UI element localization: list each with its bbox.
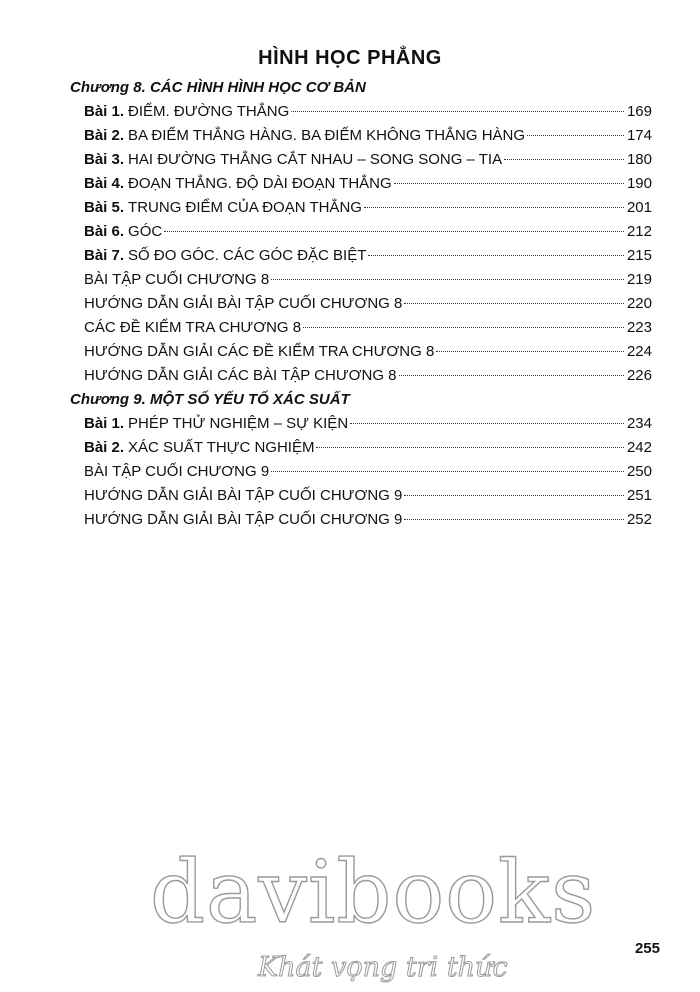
dot-leader: [404, 519, 624, 520]
entry-page-number: 223: [626, 319, 652, 336]
lesson-label: Bài 1.: [84, 415, 125, 432]
entry-page-number: 224: [626, 343, 652, 360]
entry-title: GÓC: [128, 223, 163, 240]
entry-page-number: 219: [626, 271, 652, 288]
toc-entry: [70, 292, 652, 316]
dot-leader: [404, 495, 624, 496]
entry-title: SỐ ĐO GÓC. CÁC GÓC ĐẶC BIỆT: [128, 247, 367, 264]
page-title: HÌNH HỌC PHẲNG: [258, 47, 442, 69]
toc-entry: [70, 460, 652, 484]
chapter-heading: Chương 9. MỘT SỐ YẾU TỐ XÁC SUẤT: [70, 391, 350, 408]
dot-leader: [291, 111, 624, 112]
lesson-label: Bài 4.: [84, 175, 125, 192]
toc-entry: [70, 196, 652, 220]
dot-leader: [350, 423, 624, 424]
toc-entry: [70, 172, 652, 196]
dot-leader: [316, 447, 624, 448]
entry-title: ĐOẠN THẲNG. ĐỘ DÀI ĐOẠN THẲNG: [128, 175, 392, 192]
toc-entry: [70, 340, 652, 364]
entry-title: HAI ĐƯỜNG THẲNG CẮT NHAU – SONG SONG – TIA: [128, 151, 503, 168]
toc-entry: [70, 124, 652, 148]
table-of-contents: [70, 76, 652, 532]
entry-title: CÁC ĐỀ KIỂM TRA CHƯƠNG 8: [84, 319, 302, 336]
watermark-slogan: Khát vọng tri thức: [258, 952, 508, 983]
lesson-label: Bài 7.: [84, 247, 125, 264]
entry-page-number: 201: [626, 199, 652, 216]
entry-title: ĐIỂM. ĐƯỜNG THẲNG: [128, 103, 290, 120]
entry-title: HƯỚNG DẪN GIẢI CÁC ĐỀ KIỂM TRA CHƯƠNG 8: [84, 343, 435, 360]
lesson-label: Bài 3.: [84, 151, 125, 168]
toc-entry: [70, 412, 652, 436]
entry-title: BA ĐIỂM THẲNG HÀNG. BA ĐIỂM KHÔNG THẲNG HÀNG: [128, 127, 526, 144]
entry-page-number: 190: [626, 175, 652, 192]
entry-page-number: 234: [626, 415, 652, 432]
lesson-label: Bài 6.: [84, 223, 125, 240]
toc-entry: [70, 508, 652, 532]
toc-entry: [70, 364, 652, 388]
toc-entry: [70, 436, 652, 460]
entry-page-number: 220: [626, 295, 652, 312]
dot-leader: [504, 159, 624, 160]
entry-page-number: 252: [626, 511, 652, 528]
entry-page-number: 242: [626, 439, 652, 456]
toc-entry: [70, 268, 652, 292]
lesson-label: Bài 2.: [84, 127, 125, 144]
toc-entry: [70, 100, 652, 124]
entry-title: HƯỚNG DẪN GIẢI CÁC BÀI TẬP CHƯƠNG 8: [84, 367, 397, 384]
entry-title: TRUNG ĐIỂM CỦA ĐOẠN THẲNG: [128, 199, 362, 216]
dot-leader: [303, 327, 624, 328]
entry-page-number: 212: [626, 223, 652, 240]
entry-page-number: 169: [626, 103, 652, 120]
lesson-label: Bài 2.: [84, 439, 125, 456]
watermark-brand: davibooks: [150, 843, 597, 943]
entry-page-number: 251: [626, 487, 652, 504]
toc-entry: [70, 148, 652, 172]
dot-leader: [394, 183, 624, 184]
chapter-heading: Chương 8. CÁC HÌNH HÌNH HỌC CƠ BẢN: [70, 79, 366, 96]
entry-title: HƯỚNG DẪN GIẢI BÀI TẬP CUỐI CHƯƠNG 9: [84, 511, 403, 528]
lesson-label: Bài 5.: [84, 199, 125, 216]
entry-page-number: 215: [626, 247, 652, 264]
entry-title: BÀI TẬP CUỐI CHƯƠNG 9: [84, 463, 270, 480]
dot-leader: [404, 303, 624, 304]
dot-leader: [436, 351, 624, 352]
dot-leader: [399, 375, 624, 376]
dot-leader: [364, 207, 624, 208]
lesson-label: Bài 1.: [84, 103, 125, 120]
entry-title: XÁC SUẤT THỰC NGHIỆM: [128, 439, 315, 456]
toc-entry: [70, 316, 652, 340]
entry-title: BÀI TẬP CUỐI CHƯƠNG 8: [84, 271, 270, 288]
entry-title: PHÉP THỬ NGHIỆM – SỰ KIỆN: [128, 415, 349, 432]
toc-entry: [70, 484, 652, 508]
dot-leader: [164, 231, 624, 232]
entry-page-number: 180: [626, 151, 652, 168]
entry-title: HƯỚNG DẪN GIẢI BÀI TẬP CUỐI CHƯƠNG 9: [84, 487, 403, 504]
dot-leader: [368, 255, 624, 256]
dot-leader: [271, 279, 624, 280]
entry-title: HƯỚNG DẪN GIẢI BÀI TẬP CUỐI CHƯƠNG 8: [84, 295, 403, 312]
page-number: 255: [634, 940, 660, 957]
dot-leader: [527, 135, 624, 136]
dot-leader: [271, 471, 624, 472]
entry-page-number: 250: [626, 463, 652, 480]
toc-entry: [70, 220, 652, 244]
toc-entry: [70, 244, 652, 268]
entry-page-number: 226: [626, 367, 652, 384]
entry-page-number: 174: [626, 127, 652, 144]
